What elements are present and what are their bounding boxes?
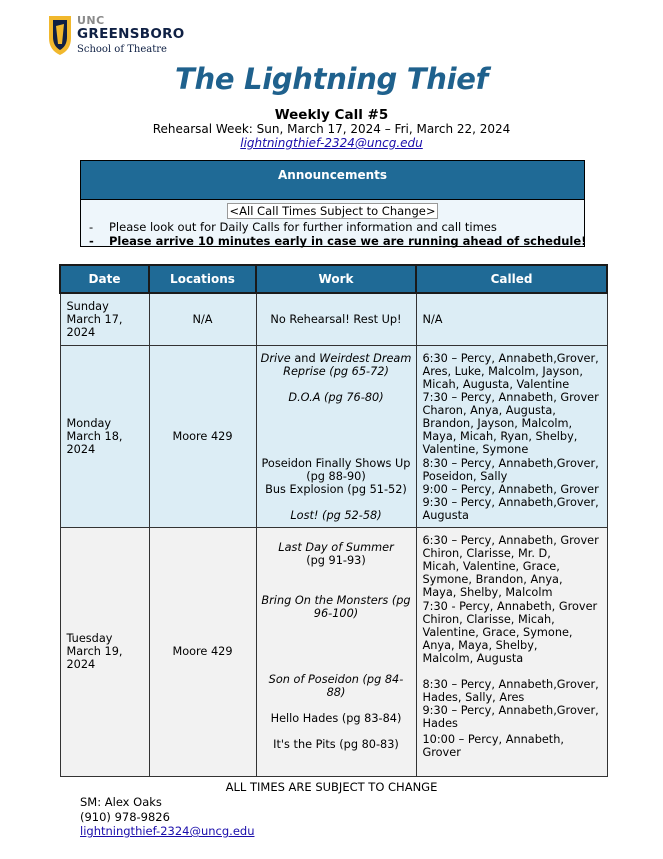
logo-school: School of Theatre bbox=[77, 44, 167, 55]
schedule-table bbox=[59, 264, 608, 777]
header-locations: Locations bbox=[149, 265, 256, 293]
called-cell: N/A bbox=[416, 293, 607, 345]
announcements-box bbox=[80, 160, 585, 247]
sm-name: SM: Alex Oaks bbox=[80, 795, 162, 809]
logo-unc: UNC bbox=[77, 14, 105, 27]
weekly-call-title: Weekly Call #5 bbox=[274, 107, 389, 123]
table-row bbox=[60, 527, 607, 776]
date-cell: Tuesday March 19, 2024 bbox=[60, 527, 149, 776]
announcement-item: - Please arrive 10 minutes early in case we are running ahead of schedule! bbox=[89, 234, 587, 248]
work-cell: Drive and Weirdest Dream Reprise (pg 65-72) D.O.A (pg 76-80) Poseidon Finally Shows Up (pg 88-90) Bus Explosion (pg 51-52) Lost! (pg 52-58) bbox=[256, 345, 416, 527]
called-cell: 6:30 – Percy, Annabeth, Grover Chiron, Clarisse, Mr. D, Micah, Valentine, Grace, Symone, Brandon, Anya, Maya, Shelby, Malcolm 7:30 - Percy, Annabeth, Grover Chiron, Clarisse, Micah, Valentine, Grace, Symone, Anya, Maya, Shelby, Malcolm, Augusta 8:30 – Percy, Annabeth,Grover, Hades, Sally, Ares 9:30 – Percy, Annabeth,Grover, Hades 10:00 – Percy, Annabeth, Grover bbox=[416, 527, 607, 776]
stage-manager-contact bbox=[80, 795, 254, 839]
announcement-item: - Please look out for Daily Calls for further information and call times bbox=[89, 220, 497, 234]
date-cell: Sunday March 17, 2024 bbox=[60, 293, 149, 345]
table-row bbox=[60, 345, 607, 527]
work-cell: No Rehearsal! Rest Up! bbox=[256, 293, 416, 345]
footer-note: ALL TIMES ARE SUBJECT TO CHANGE bbox=[225, 780, 438, 794]
page-title: The Lightning Thief bbox=[175, 62, 488, 96]
table-row bbox=[60, 293, 607, 345]
sm-email-link[interactable]: lightningthief-2324@uncg.edu bbox=[80, 824, 255, 838]
called-cell: 6:30 – Percy, Annabeth,Grover, Ares, Luke, Malcolm, Jayson, Micah, Augusta, Valentine 7:30 – Percy, Annabeth, Grover Charon, Anya, Augusta, Brandon, Jayson, Malcolm, Maya, Micah, Ryan, Shelby, Valentine, Symone 8:30 – Percy, Annabeth,Grover, Poseidon, Sally 9:00 – Percy, Annabeth, Grover 9:30 – Percy, Annabeth,Grover, Augusta bbox=[416, 345, 607, 527]
location-cell: N/A bbox=[149, 293, 256, 345]
logo-greensboro: GREENSBORO bbox=[77, 26, 185, 42]
email-link[interactable]: lightningthief-2324@uncg.edu bbox=[240, 136, 423, 150]
header-work: Work bbox=[256, 265, 416, 293]
header-called: Called bbox=[416, 265, 607, 293]
rehearsal-week: Rehearsal Week: Sun, March 17, 2024 – Fri, March 22, 2024 bbox=[152, 122, 511, 136]
location-cell: Moore 429 bbox=[149, 527, 256, 776]
header-date: Date bbox=[60, 265, 149, 293]
date-cell: Monday March 18, 2024 bbox=[60, 345, 149, 527]
location-cell: Moore 429 bbox=[149, 345, 256, 527]
announcement-note: <All Call Times Subject to Change> bbox=[227, 203, 439, 219]
work-cell: Last Day of Summer (pg 91-93) Bring On the Monsters (pg 96-100) Son of Poseidon (pg 84- 88) Hello Hades (pg 83-84) It's the Pits (pg 80-83) bbox=[256, 527, 416, 776]
sm-phone: (910) 978-9826 bbox=[80, 809, 170, 824]
announcements-header: Announcements bbox=[81, 161, 584, 200]
spartan-logo-icon bbox=[47, 14, 73, 56]
